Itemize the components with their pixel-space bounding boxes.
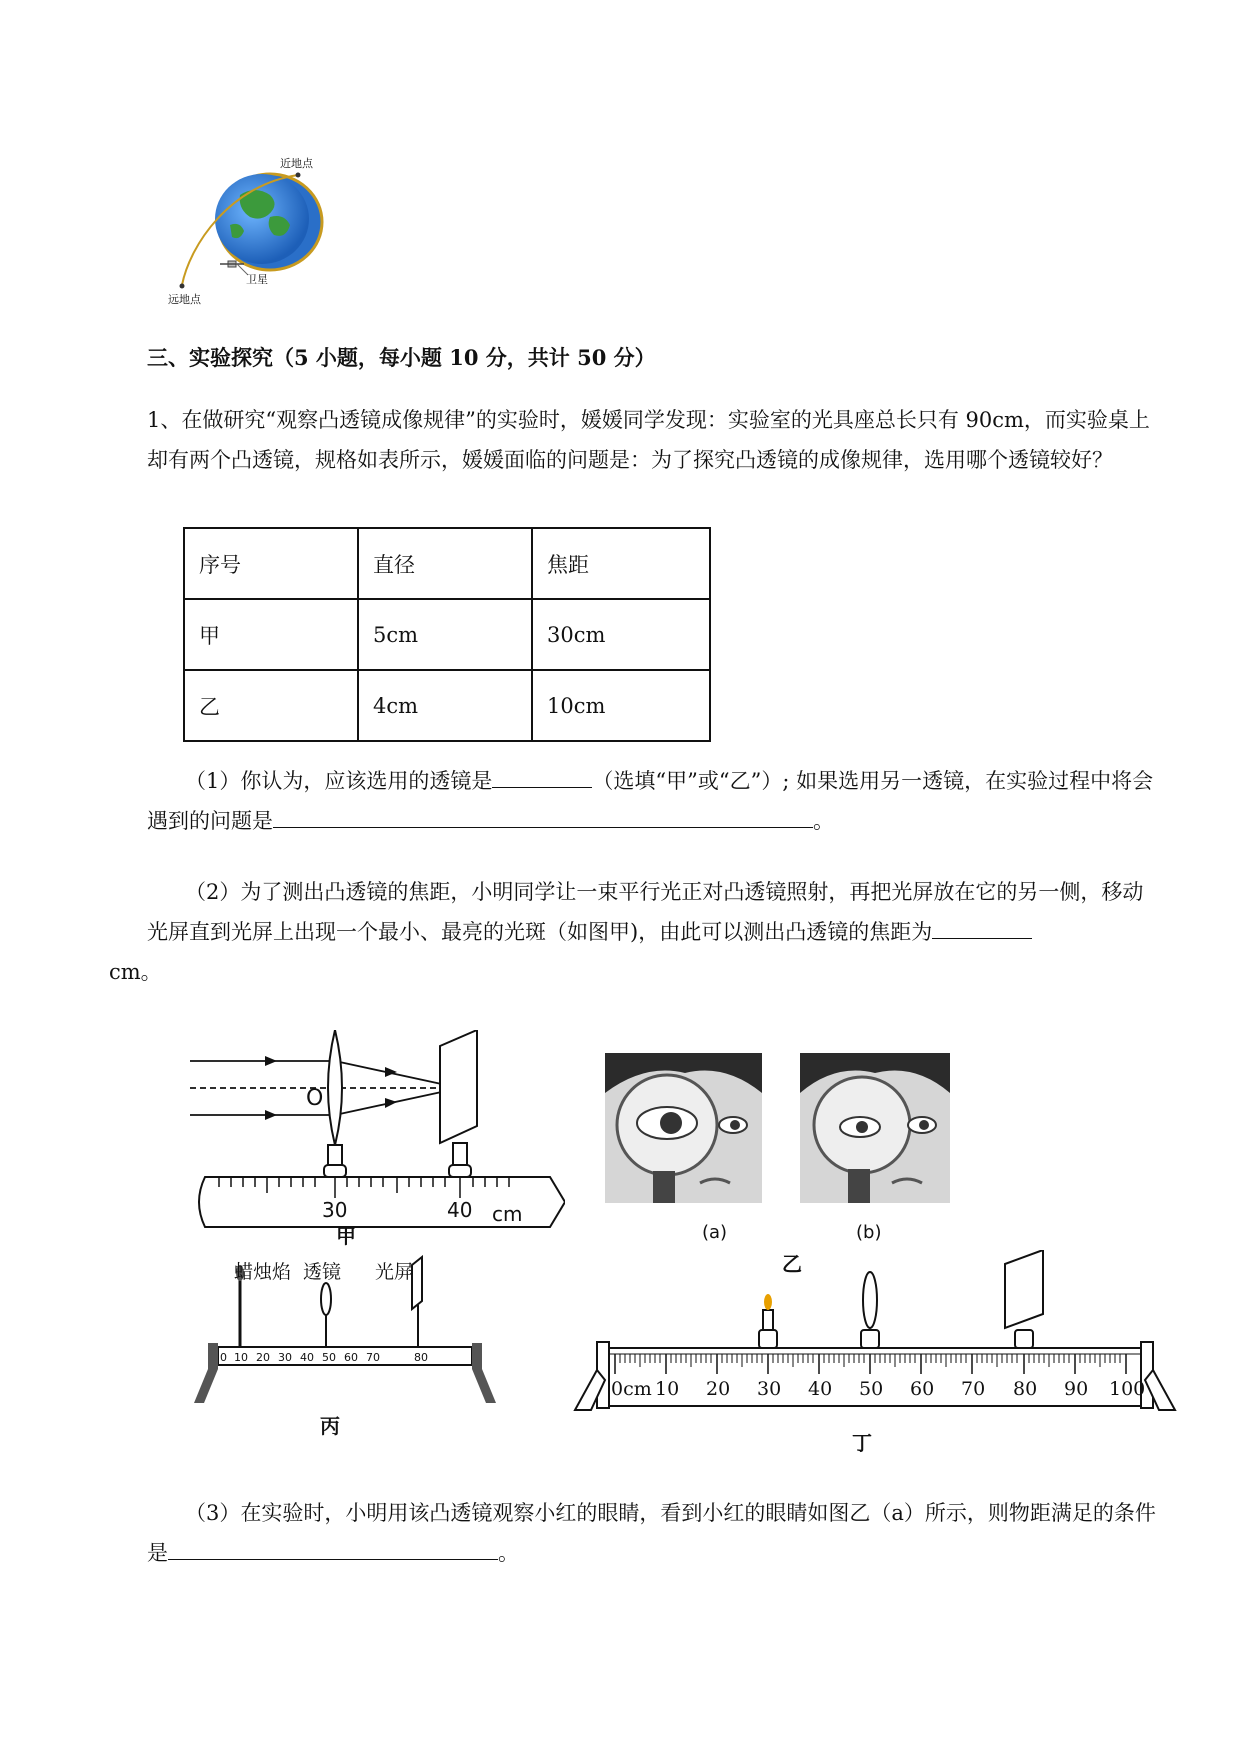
q1-part2 [109, 872, 1157, 992]
table-header-cell: 序号 [184, 528, 358, 599]
table-cell: 5cm [358, 599, 532, 670]
tick-label: 50 [859, 1378, 884, 1400]
tick-label: 30 [757, 1378, 782, 1400]
tick-label: 0 [220, 1351, 227, 1364]
label-screen: 光屏 [375, 1261, 414, 1283]
figure-caption-yi: 乙 [782, 1252, 802, 1276]
q1-part3 [147, 1493, 1157, 1573]
lens-center-label: O [306, 1086, 324, 1111]
figure-jia [185, 1030, 565, 1255]
label-perigee: 近地点 [280, 157, 313, 170]
figure-caption-ding: 丁 [852, 1431, 872, 1455]
tick-label: 90 [1064, 1378, 1089, 1400]
q1-part1 [147, 761, 1157, 841]
tick-label: 20 [256, 1351, 270, 1364]
tick-label: 10 [234, 1351, 248, 1364]
lens-spec-table [183, 527, 711, 742]
label-satellite: 卫星 [246, 273, 268, 286]
table-cell: 乙 [184, 670, 358, 741]
table-cell: 30cm [532, 599, 710, 670]
q1-part2-text: （2）为了测出凸透镜的焦距，小明同学让一束平行光正对凸透镜照射，再把光屏放在它的另一侧，移动光屏直到光屏上出现一个最小、最亮的光斑（如图甲)，由此可以测出凸透镜的焦距为 [147, 880, 1144, 944]
tick-label: 50 [322, 1351, 336, 1364]
answer-blank-lens[interactable] [492, 761, 592, 788]
q1-part2-end: cm。 [109, 960, 162, 984]
table-cell: 甲 [184, 599, 358, 670]
answer-blank-focal-length[interactable] [932, 912, 1032, 939]
label-apogee: 远地点 [168, 293, 201, 306]
label-candle: 蜡烛焰 [234, 1261, 292, 1283]
subfigure-label-a: (a) [702, 1222, 728, 1243]
figure-bing [190, 1255, 510, 1405]
table-header-cell: 焦距 [532, 528, 710, 599]
table-row [184, 599, 710, 670]
table-row [184, 670, 710, 741]
table-header-row [184, 528, 710, 599]
q1-stem: 1、在做研究“观察凸透镜成像规律”的实验时，媛媛同学发现：实验室的光具座总长只有 90cm，而实验桌上却有两个凸透镜，规格如表所示，媛媛面临的问题是：为了探究凸透镜的成像规律，选用哪个透镜较好？ [147, 408, 1150, 472]
q1-part3-end: 。 [498, 1541, 519, 1565]
tick-label: 40 [300, 1351, 314, 1364]
answer-blank-object-distance[interactable] [168, 1533, 498, 1560]
tick-label: 30 [322, 1198, 348, 1222]
tick-label: 70 [366, 1351, 380, 1364]
tick-label: 10 [655, 1378, 680, 1400]
subfigure-label-b: (b) [856, 1222, 882, 1243]
tick-label: 70 [961, 1378, 986, 1400]
tick-label: 40 [447, 1198, 473, 1222]
tick-label: 80 [1013, 1378, 1038, 1400]
tick-label: 60 [910, 1378, 935, 1400]
orbit-figure [170, 155, 340, 310]
q1-part1-end: 。 [813, 809, 834, 833]
tick-label: 20 [706, 1378, 731, 1400]
photo-eye-b [800, 1053, 950, 1203]
tick-label: 80 [414, 1351, 428, 1364]
unit-label: cm [492, 1202, 523, 1226]
figure-ding [565, 1250, 1185, 1440]
tick-label: 30 [278, 1351, 292, 1364]
figure-caption-jia: 甲 [336, 1224, 356, 1248]
section-heading: 三、实验探究（5 小题，每小题 10 分，共计 50 分） [147, 345, 656, 370]
q1-part1-text-a: （1）你认为，应该选用的透镜是 [185, 769, 493, 793]
tick-label: 100 [1109, 1378, 1146, 1400]
figure-caption-bing: 丙 [320, 1414, 340, 1438]
table-header-cell: 直径 [358, 528, 532, 599]
q1-part3-text: （3）在实验时，小明用该凸透镜观察小红的眼睛，看到小红的眼睛如图乙（a）所示，则物距满足的条件是 [147, 1501, 1156, 1565]
table-cell: 4cm [358, 670, 532, 741]
bench-scale-ding [565, 1378, 1185, 1402]
photo-eye-a [605, 1053, 762, 1203]
q1-part1-text-b: （选填“甲”或“乙”）; 如果选用另一透镜，在实验过程中将会遇到的问题是 [147, 769, 1154, 833]
answer-blank-problem[interactable] [273, 801, 813, 828]
tick-label: 0cm [611, 1378, 652, 1400]
table-cell: 10cm [532, 670, 710, 741]
label-lens: 透镜 [303, 1261, 342, 1283]
tick-label: 40 [808, 1378, 833, 1400]
tick-label: 60 [344, 1351, 358, 1364]
